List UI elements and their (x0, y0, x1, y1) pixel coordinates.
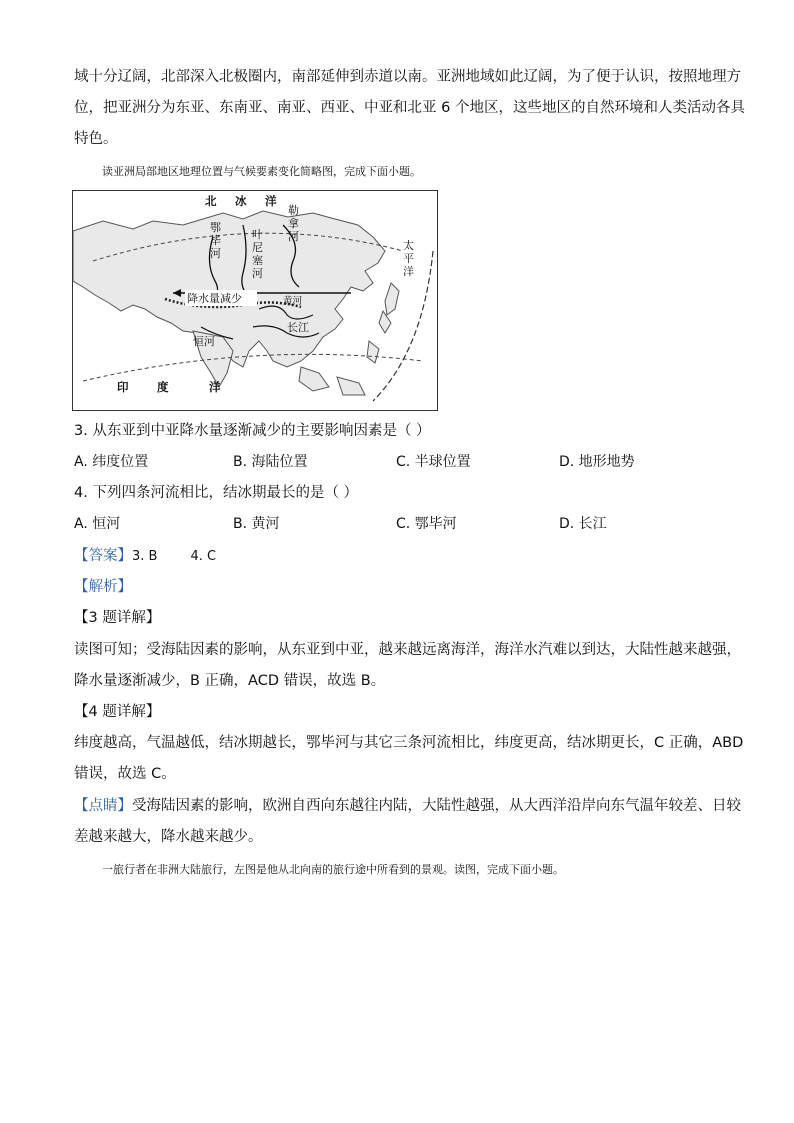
label-lena-1: 勒 (288, 204, 299, 217)
q3-option-d[interactable]: D. 地形地势 (559, 454, 635, 470)
tip-line-1 (74, 796, 741, 816)
asia-map-svg (73, 191, 437, 410)
paragraph-line-3: 特色。 (74, 131, 118, 147)
label-pacific-1: 太 (403, 239, 414, 252)
label-arctic-ocean-2: 冰 (235, 194, 247, 208)
label-ob-3: 河 (210, 247, 221, 260)
q3-stem: 3. 从东亚到中亚降水量逐渐减少的主要影响因素是（ ） (74, 423, 431, 439)
label-precip-decrease: 降水量减少 (187, 292, 242, 305)
answer-row (74, 546, 216, 567)
label-arctic-ocean-3: 洋 (265, 194, 277, 208)
tip-text-1: 受海陆因素的影响，欧洲自西向东越往内陆，大陆性越强，从大西洋沿岸向东气温年较差、日较 (132, 798, 741, 814)
label-yenisei-4: 河 (252, 267, 263, 280)
answer-text: 3. B 4. C (132, 549, 217, 564)
q4-detail-line-2: 错误，故选 C。 (74, 766, 176, 782)
paragraph-line-1: 域十分辽阔，北部深入北极圈内，南部延伸到赤道以南。亚洲地域如此辽阔，为了便于认识，按照地理方 (74, 69, 741, 85)
q4-option-d[interactable]: D. 长江 (559, 516, 607, 532)
paragraph-line-2: 位，把亚洲分为东亚、东南亚、南亚、西亚、中亚和北亚 6 个地区，这些地区的自然环境和人类活动各具 (74, 100, 745, 116)
label-yangtze: 长江 (287, 321, 309, 334)
africa-intro: 一旅行者在非洲大陆旅行，左图是他从北向南的旅行途中所看到的景观。读图，完成下面小题。 (102, 863, 564, 876)
q3-option-a[interactable]: A. 纬度位置 (74, 454, 149, 470)
q4-option-c[interactable]: C. 鄂毕河 (396, 516, 457, 532)
label-lena-3: 河 (288, 230, 299, 243)
analysis-label: 【解析】 (74, 579, 132, 595)
tip-label: 【点睛】 (74, 798, 132, 814)
label-pacific-2: 平 (403, 252, 414, 265)
map-intro: 读亚洲局部地区地理位置与气候要素变化简略图，完成下面小题。 (102, 165, 421, 178)
asia-map-figure (72, 190, 438, 411)
label-arctic-ocean-1: 北 (205, 194, 217, 208)
q3-option-c[interactable]: C. 半球位置 (396, 454, 471, 470)
label-ganges: 恒河 (193, 335, 215, 348)
label-yenisei-1: 叶 (252, 228, 263, 241)
q4-option-b[interactable]: B. 黄河 (233, 516, 280, 532)
label-yenisei-2: 尼 (252, 241, 263, 254)
label-yellow-river: 黄河 (283, 296, 303, 307)
q4-detail-title: 【4 题详解】 (74, 704, 161, 720)
q4-stem: 4. 下列四条河流相比，结冰期最长的是（ ） (74, 485, 359, 501)
label-pacific-3: 洋 (403, 265, 414, 278)
q4-detail-line-1: 纬度越高，气温越低，结冰期越长，鄂毕河与其它三条河流相比，纬度更高，结冰期更长，C 正确，ABD (74, 735, 744, 751)
q4-option-a[interactable]: A. 恒河 (74, 516, 121, 532)
label-yenisei-3: 塞 (252, 254, 263, 267)
answer-label: 【答案】 (74, 548, 132, 564)
q3-detail-line-2: 降水量逐渐减少，B 正确，ACD 错误，故选 B。 (74, 673, 386, 689)
tip-line-2: 差越来越大，降水越来越少。 (74, 829, 263, 845)
label-indian-ocean-3: 洋 (209, 380, 221, 394)
q3-option-b[interactable]: B. 海陆位置 (233, 454, 308, 470)
label-ob-2: 毕 (210, 234, 221, 247)
label-indian-ocean-1: 印 (117, 380, 129, 394)
label-indian-ocean-2: 度 (157, 380, 169, 394)
label-lena-2: 拿 (288, 217, 299, 230)
label-ob-1: 鄂 (210, 221, 221, 234)
q3-detail-line-1: 读图可知；受海陆因素的影响，从东亚到中亚，越来越远离海洋，海洋水汽难以到达，大陆性越来越强， (74, 642, 741, 658)
q3-detail-title: 【3 题详解】 (74, 610, 161, 626)
